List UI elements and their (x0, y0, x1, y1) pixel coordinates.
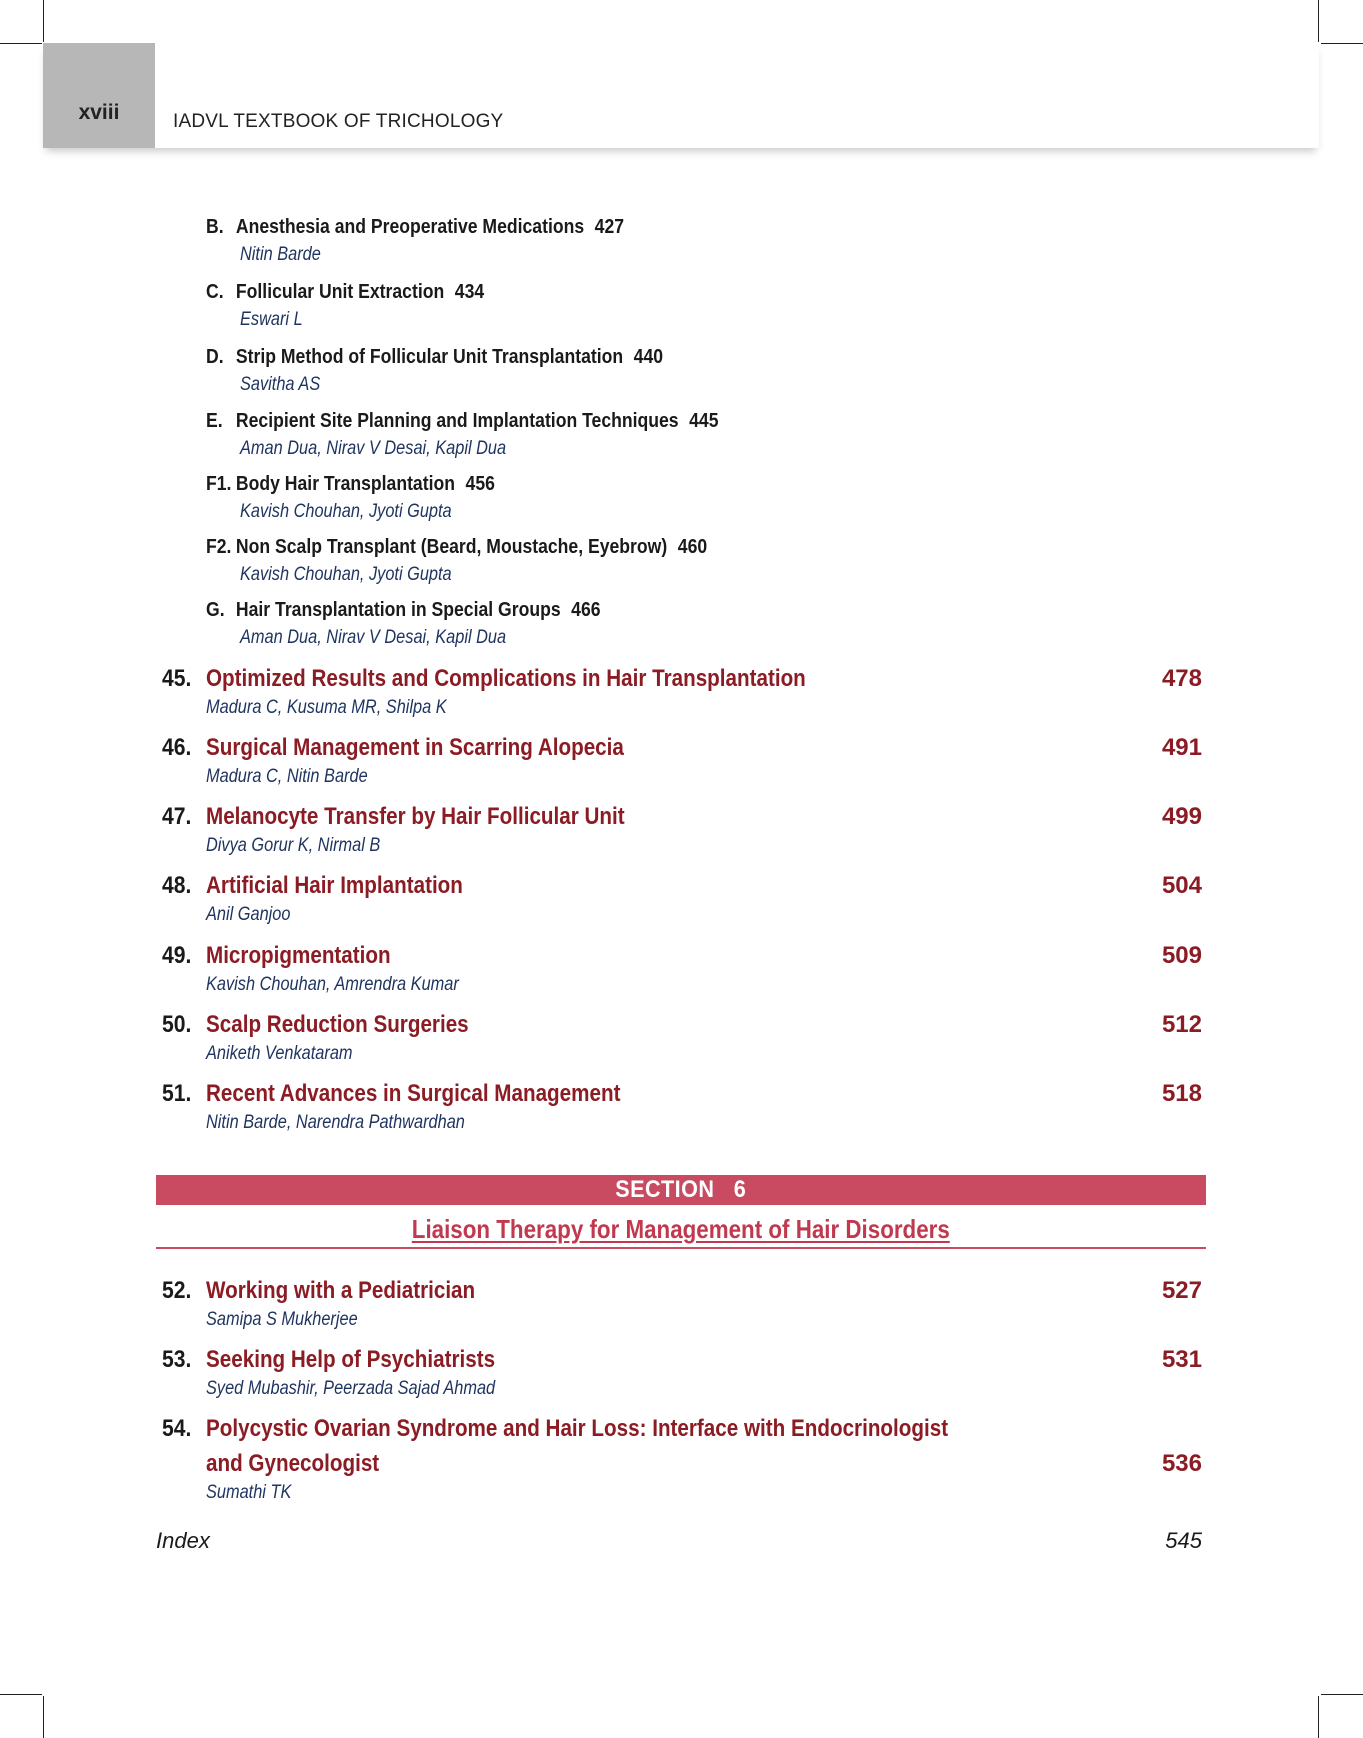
chapter-page: 518 (1161, 1080, 1202, 1107)
crop-mark (43, 0, 44, 42)
crop-mark (1318, 0, 1319, 42)
chapter-authors: Kavish Chouhan, Amrendra Kumar (206, 974, 459, 995)
chapter-page: 527 (1161, 1277, 1202, 1304)
toc-chapter (162, 803, 1202, 857)
toc-chapter (162, 1080, 1202, 1134)
toc-subentry (206, 346, 725, 396)
index-label: Index (156, 1528, 210, 1553)
subentry-letter: E. (206, 410, 223, 432)
subentry-authors: Kavish Chouhan, Jyoti Gupta (240, 564, 452, 585)
toc-chapter (162, 734, 1202, 788)
chapter-number: 52. (162, 1277, 192, 1304)
toc-subentry (206, 599, 654, 649)
subentry-page: 427 (594, 216, 625, 238)
toc-chapter (162, 1346, 1202, 1400)
subentry-title: Hair Transplantation in Special Groups (235, 599, 561, 621)
subentry-title: Non Scalp Transplant (Beard, Moustache, Eyebrow) (235, 536, 668, 558)
subentry-authors: Savitha AS (240, 374, 321, 395)
chapter-authors: Nitin Barde, Narendra Pathwardhan (206, 1112, 465, 1133)
chapter-number: 51. (162, 1080, 192, 1107)
subentry-authors: Aman Dua, Nirav V Desai, Kapil Dua (240, 627, 507, 648)
toc-subentry (206, 410, 788, 460)
chapter-title: Seeking Help of Psychiatrists (206, 1346, 496, 1373)
chapter-title: Surgical Management in Scarring Alopecia (206, 734, 624, 761)
subentry-letter: F1. (206, 473, 232, 495)
chapter-authors: Madura C, Nitin Barde (206, 766, 368, 787)
subentry-page: 434 (454, 281, 485, 303)
chapter-number: 54. (162, 1415, 192, 1442)
chapter-title: Optimized Results and Complications in Hair Transplantation (206, 665, 806, 692)
subentry-page: 460 (677, 536, 708, 558)
chapter-title: Micropigmentation (206, 942, 391, 969)
subentry-title: Follicular Unit Extraction (235, 281, 445, 303)
chapter-page: 504 (1161, 872, 1202, 899)
subentry-authors: Aman Dua, Nirav V Desai, Kapil Dua (240, 438, 507, 459)
crop-mark (1321, 1694, 1363, 1695)
crop-mark (0, 1694, 42, 1695)
subentry-page: 440 (633, 346, 664, 368)
subentry-letter: B. (206, 216, 224, 238)
subentry-title: Body Hair Transplantation (235, 473, 455, 495)
chapter-number: 46. (162, 734, 192, 761)
subentry-letter: C. (206, 281, 224, 303)
book-title: IADVL TEXTBOOK OF TRICHOLOGY (173, 111, 504, 132)
subentry-page: 466 (571, 599, 601, 621)
chapter-number: 47. (162, 803, 192, 830)
subentry-letter: G. (206, 599, 225, 621)
subentry-page: 456 (465, 473, 495, 495)
crop-mark (43, 1696, 44, 1738)
chapter-title-line-1: Polycystic Ovarian Syndrome and Hair Loss: Interface with Endocrinologist (206, 1415, 949, 1442)
chapter-page: 536 (1161, 1450, 1202, 1477)
chapter-authors: Sumathi TK (206, 1482, 292, 1503)
chapter-number: 45. (162, 665, 192, 692)
subentry-letter: D. (206, 346, 224, 368)
section-label: SECTION 6 (615, 1176, 747, 1203)
toc-subentry (206, 216, 681, 266)
subentry-title: Recipient Site Planning and Implantation Techniques (235, 410, 679, 432)
chapter-authors: Madura C, Kusuma MR, Shilpa K (206, 697, 447, 718)
chapter-page: 499 (1161, 803, 1202, 830)
chapter-authors: Aniketh Venkataram (206, 1043, 353, 1064)
toc-chapter (162, 1415, 1202, 1504)
chapter-title: Scalp Reduction Surgeries (206, 1011, 469, 1038)
chapter-number: 48. (162, 872, 192, 899)
crop-mark (1321, 43, 1363, 44)
toc-chapter (162, 1277, 1202, 1331)
chapter-authors: Samipa S Mukherjee (206, 1309, 358, 1330)
toc-chapter (162, 665, 1202, 719)
subentry-authors: Nitin Barde (240, 244, 321, 265)
chapter-title: Artificial Hair Implantation (206, 872, 463, 899)
section-title-rule (156, 1214, 1206, 1249)
chapter-title: Recent Advances in Surgical Management (206, 1080, 621, 1107)
chapter-page: 509 (1161, 942, 1202, 969)
subentry-authors: Kavish Chouhan, Jyoti Gupta (240, 501, 452, 522)
page-number: xviii (78, 100, 120, 124)
subentry-title: Strip Method of Follicular Unit Transplantation (235, 346, 624, 368)
toc-subentry (206, 473, 534, 523)
subentry-letter: F2. (206, 536, 232, 558)
chapter-authors: Anil Ganjoo (206, 904, 291, 925)
toc-chapter (162, 1011, 1202, 1065)
chapter-number: 49. (162, 942, 192, 969)
chapter-title: Melanocyte Transfer by Hair Follicular Unit (206, 803, 625, 830)
chapter-page: 512 (1161, 1011, 1202, 1038)
chapter-authors: Syed Mubashir, Peerzada Sajad Ahmad (206, 1378, 496, 1399)
page-number-box (43, 43, 155, 148)
chapter-authors: Divya Gorur K, Nirmal B (206, 835, 381, 856)
toc-chapter (162, 872, 1202, 926)
toc-subentry (206, 281, 522, 331)
chapter-page: 531 (1161, 1346, 1202, 1373)
toc-index (156, 1528, 1202, 1558)
subentry-authors: Eswari L (240, 309, 303, 330)
crop-mark (0, 43, 42, 44)
chapter-title-line-2: and Gynecologist (206, 1450, 380, 1477)
section-title: Liaison Therapy for Management of Hair Disorders (411, 1214, 950, 1244)
index-page: 545 (1165, 1528, 1202, 1553)
chapter-number: 50. (162, 1011, 192, 1038)
crop-mark (1318, 1696, 1319, 1738)
chapter-page: 478 (1161, 665, 1202, 692)
section-header-bar (156, 1175, 1206, 1205)
subentry-title: Anesthesia and Preoperative Medications (235, 216, 585, 238)
chapter-title: Working with a Pediatrician (206, 1277, 476, 1304)
chapter-page: 491 (1161, 734, 1202, 761)
chapter-number: 53. (162, 1346, 192, 1373)
toc-subentry (206, 536, 775, 586)
subentry-page: 445 (689, 410, 719, 432)
toc-chapter (162, 942, 1202, 996)
